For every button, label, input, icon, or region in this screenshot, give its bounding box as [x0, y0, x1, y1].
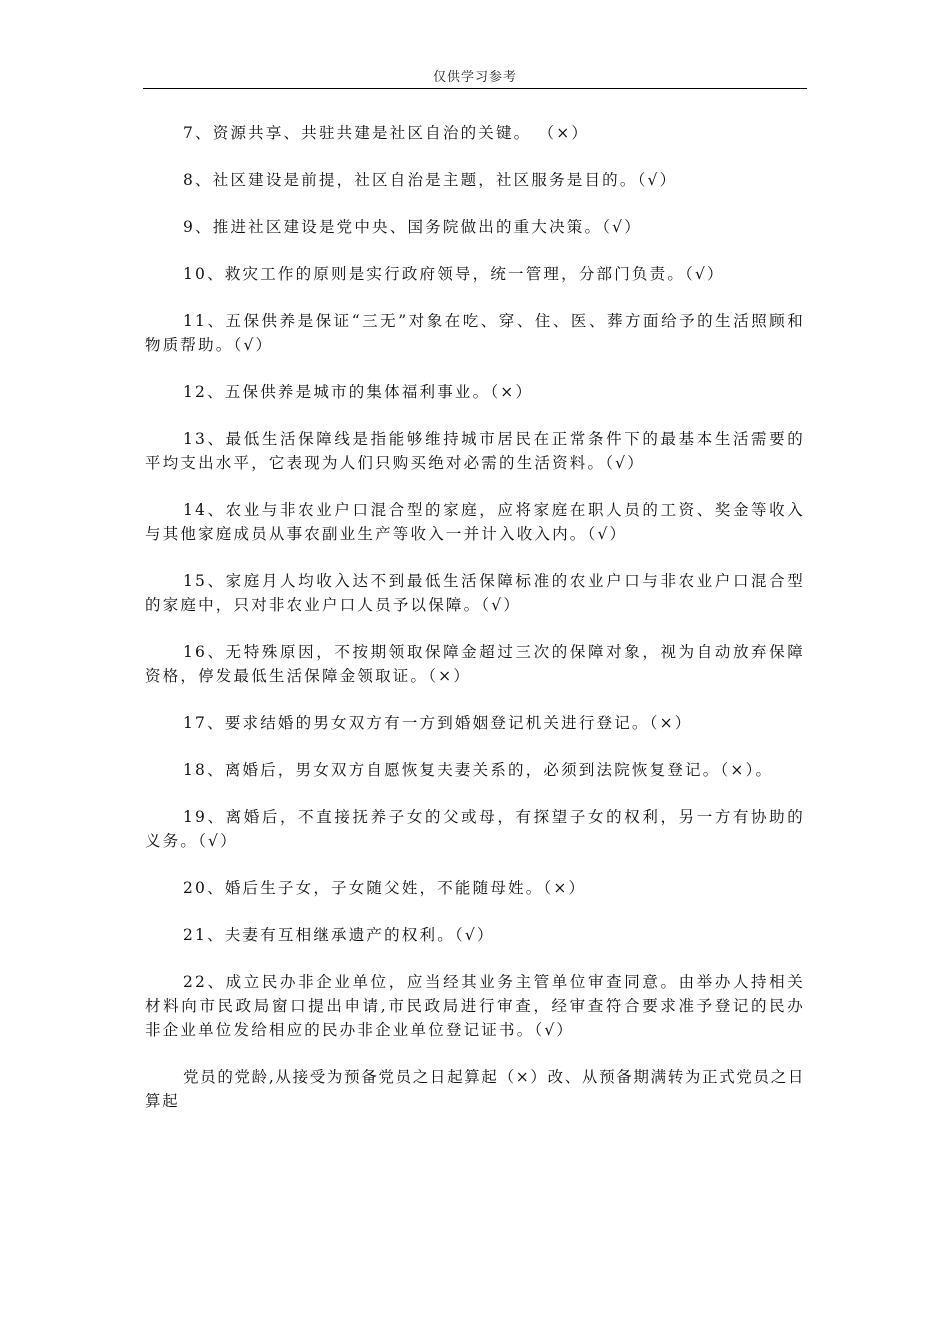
- question-item-15: 15、家庭月人均收入达不到最低生活保障标准的农业户口与非农业户口混合型的家庭中，只对非农业户口人员予以保障。（√）: [145, 572, 805, 614]
- question-item-21: 21、夫妻有互相继承遗产的权利。（√）: [183, 926, 495, 944]
- question-item-10: 10、救灾工作的原则是实行政府领导，统一管理，分部门负责。（√）: [183, 265, 725, 283]
- question-item-12: 12、五保供养是城市的集体福利事业。（×）: [183, 383, 534, 401]
- question-item-19: 19、离婚后，不直接抚养子女的父或母，有探望子女的权利，另一方有协助的义务。（√）: [145, 808, 805, 850]
- question-item-party-age: 党员的党龄,从接受为预备党员之日起算起（×）改、从预备期满转为正式党员之日算起: [145, 1068, 805, 1110]
- document-body: [145, 121, 805, 1136]
- question-item-7: 7、资源共享、共驻共建是社区自治的关键。 （×）: [183, 124, 590, 142]
- header-text: 仅供学习参考: [432, 70, 517, 85]
- question-item-16: 16、无特殊原因，不按期领取保障金超过三次的保障对象，视为自动放弃保障资格，停发最低生活保障金领取证。（×）: [145, 643, 805, 685]
- page-header: [143, 66, 807, 89]
- question-item-20: 20、婚后生子女，子女随父姓，不能随母姓。（×）: [183, 879, 587, 897]
- question-item-8: 8、社区建设是前提，社区自治是主题，社区服务是目的。（√）: [183, 171, 678, 189]
- question-item-13: 13、最低生活保障线是指能够维持城市居民在正常条件下的最基本生活需要的平均支出水平，它表现为人们只购买绝对必需的生活资料。（√）: [145, 430, 805, 472]
- question-item-9: 9、推进社区建设是党中央、国务院做出的重大决策。（√）: [183, 218, 642, 236]
- question-item-11: 11、五保供养是保证“三无”对象在吃、穿、住、医、葬方面给予的生活照顾和物质帮助。（√）: [145, 312, 805, 354]
- question-item-17: 17、要求结婚的男女双方有一方到婚姻登记机关进行登记。（×）: [183, 714, 693, 732]
- question-item-14: 14、农业与非农业户口混合型的家庭，应将家庭在职人员的工资、奖金等收入与其他家庭成员从事农副业生产等收入一并计入收入内。（√）: [145, 501, 805, 543]
- question-item-22: 22、成立民办非企业单位，应当经其业务主管单位审查同意。由举办人持相关材料向市民政局窗口提出申请,市民政局进行审查，经审查符合要求准予登记的民办非企业单位发给相应的民办非企业单位登记证书。（√）: [145, 973, 805, 1039]
- question-item-18: 18、离婚后，男女双方自愿恢复夫妻关系的，必须到法院恢复登记。（×）。: [183, 761, 774, 779]
